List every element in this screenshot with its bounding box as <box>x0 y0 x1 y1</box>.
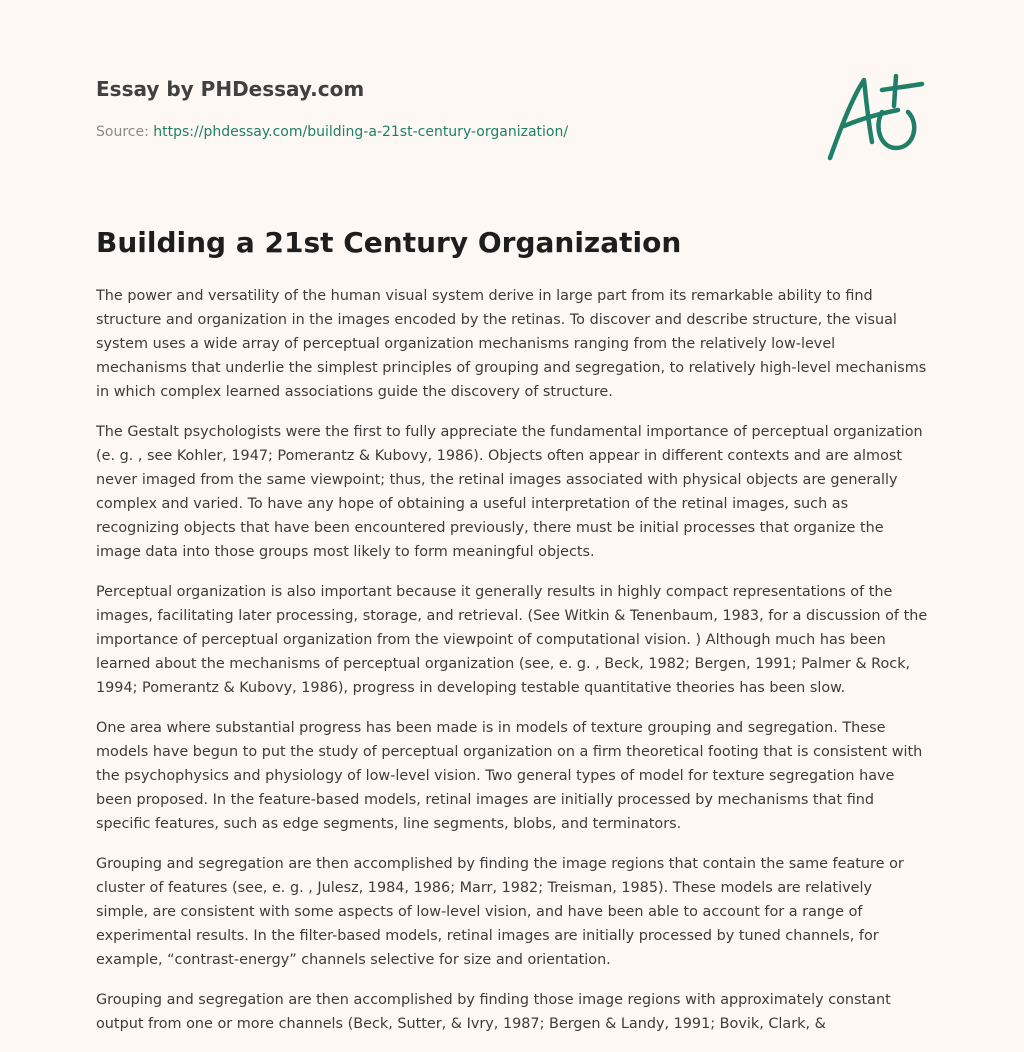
paragraph: One area where substantial progress has been made is in models of texture grouping and segregation. These models have begun to put the study of perceptual organization on a firm theoretical footing that is consistent with the psychophysics and physiology of low-level vision. Two general types of model for texture segregation have been proposed. In the feature-based models, retinal images are initially processed by mechanisms that find specific features, such as edge segments, line segments, blobs, and terminators. <box>96 720 923 832</box>
article-title: Building a 21st Century Organization <box>96 226 682 259</box>
paragraph: Grouping and segregation are then accomplished by finding the image regions that contain the same feature or cluster of features (see, e. g. , Julesz, 1984, 1986; Marr, 1982; Treisman, 1985). These models are relatively simple, are consistent with some aspects of low-level vision, and have been able to account for a range of experimental results. In the filter-based models, retinal images are initially processed by tuned channels, for example, “contrast-energy” channels selective for size and orientation. <box>96 856 904 968</box>
article-body <box>96 284 928 1052</box>
site-brand: Essay by PHDessay.com <box>96 77 365 101</box>
paragraph: The Gestalt psychologists were the first to fully appreciate the fundamental importance of perceptual organization (e. g. , see Kohler, 1947; Pomerantz & Kubovy, 1986). Objects often appear in different contexts and are almost never imaged from the same viewpoint; thus, the retinal images associated with physical objects are generally complex and varied. To have any hope of obtaining a useful interpretation of the retinal images, such as recognizing objects that have been encountered previously, there must be initial processes that organize the image data into those groups most likely to form meaningful objects. <box>96 424 923 560</box>
source-label: Source: <box>96 124 149 140</box>
source-link[interactable]: https://phdessay.com/building-a-21st-century-organization/ <box>153 124 569 140</box>
a-plus-logo-icon <box>822 68 926 164</box>
paragraph: The power and versatility of the human visual system derive in large part from its remarkable ability to find structure and organization in the images encoded by the retinas. To discover and describe structure, the visual system uses a wide array of perceptual organization mechanisms ranging from the relatively low-level mechanisms that underlie the simplest principles of grouping and segregation, to relatively high-level mechanisms in which complex learned associations guide the discovery of structure. <box>96 288 927 400</box>
paragraph: Perceptual organization is also important because it generally results in highly compact representations of the images, facilitating later processing, storage, and retrieval. (See Witkin & Tenenbaum, 1983, for a discussion of the importance of perceptual organization from the viewpoint of computational vision. ) Although much has been learned about the mechanisms of perceptual organization (see, e. g. , Beck, 1982; Bergen, 1991; Palmer & Rock, 1994; Pomerantz & Kubovy, 1986), progress in developing testable quantitative theories has been slow. <box>96 584 928 696</box>
paragraph: Grouping and segregation are then accomplished by finding those image regions with approximately constant output from one or more channels (Beck, Sutter, & Ivry, 1987; Bergen & Landy, 1991; Bovik, Clark, & <box>96 992 891 1032</box>
source-line <box>96 124 568 140</box>
